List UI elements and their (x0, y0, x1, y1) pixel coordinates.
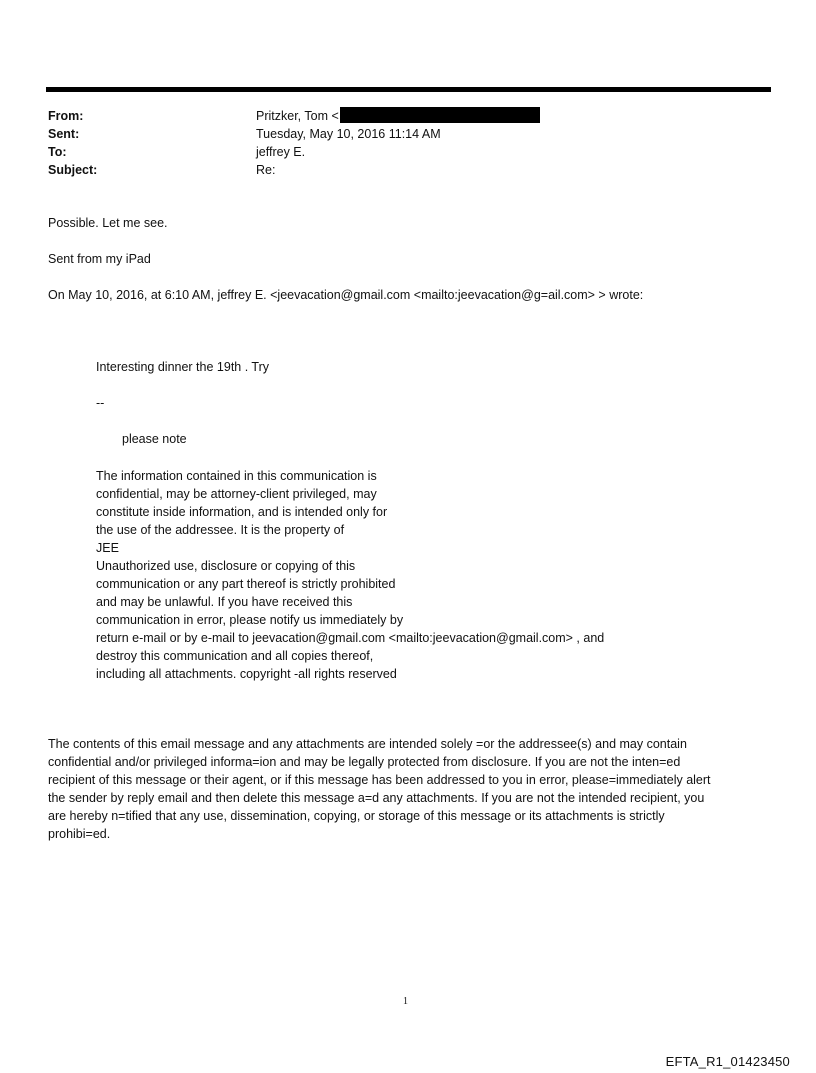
from-value (256, 107, 540, 125)
footer-line: confidential and/or privileged informa=ion and may be legally protected from disclosure. If you are not the inten=ed (48, 755, 681, 769)
please-note: please note (122, 432, 187, 446)
footer-line: prohibi=ed. (48, 827, 111, 841)
signature-separator: -- (96, 396, 105, 410)
footer-line: recipient of this message or their agent, or if this message has been addressed to you in error, please=immediately alert (48, 773, 711, 787)
quoted-message: Interesting dinner the 19th . Try (96, 360, 270, 374)
disclaimer-line: JEE (96, 541, 119, 555)
footer-line: are hereby n=tified that any use, dissemination, copying, or storage of this message or its attachments is strictly (48, 809, 665, 823)
disclaimer-line: Unauthorized use, disclosure or copying of this (96, 559, 356, 573)
disclaimer-line: and may be unlawful. If you have received this (96, 595, 353, 609)
disclaimer-line: destroy this communication and all copies thereof, (96, 649, 374, 663)
footer-line: The contents of this email message and any attachments are intended solely =or the addressee(s) and may contain (48, 737, 687, 751)
disclaimer-line: communication or any part thereof is strictly prohibited (96, 577, 396, 591)
to-label: To: (48, 145, 67, 159)
disclaimer-line: The information contained in this communication is (96, 469, 377, 483)
quoted-disclaimer (96, 467, 604, 683)
reply-text: Possible. Let me see. (48, 216, 168, 230)
to-value: jeffrey E. (256, 145, 306, 159)
footer-disclaimer (48, 735, 773, 843)
sent-from-signature: Sent from my iPad (48, 252, 151, 266)
sent-value: Tuesday, May 10, 2016 11:14 AM (256, 127, 441, 141)
subject-label: Subject: (48, 163, 98, 177)
footer-line: the sender by reply email and then delete this message a=d any attachments. If you are not the intended recipient, you (48, 791, 705, 805)
quote-attribution: On May 10, 2016, at 6:10 AM, jeffrey E. <jeevacation@gmail.com <mailto:jeevacation@g=ail.com> > wrote: (48, 288, 644, 302)
from-label: From: (48, 109, 84, 123)
page-number: 1 (403, 996, 408, 1007)
disclaimer-line: confidential, may be attorney-client privileged, may (96, 487, 377, 501)
disclaimer-line: the use of the addressee. It is the property of (96, 523, 345, 537)
from-name: Pritzker, Tom < (256, 109, 339, 123)
subject-value: Re: (256, 163, 276, 177)
header-rule (46, 87, 771, 92)
redaction-box (340, 107, 540, 123)
disclaimer-line: return e-mail or by e-mail to jeevacation@gmail.com <mailto:jeevacation@gmail.com> , and (96, 631, 605, 645)
disclaimer-line: communication in error, please notify us immediately by (96, 613, 404, 627)
sent-label: Sent: (48, 127, 80, 141)
disclaimer-line: including all attachments. copyright -all rights reserved (96, 667, 397, 681)
document-id: EFTA_R1_01423450 (665, 1054, 790, 1069)
disclaimer-line: constitute inside information, and is intended only for (96, 505, 388, 519)
